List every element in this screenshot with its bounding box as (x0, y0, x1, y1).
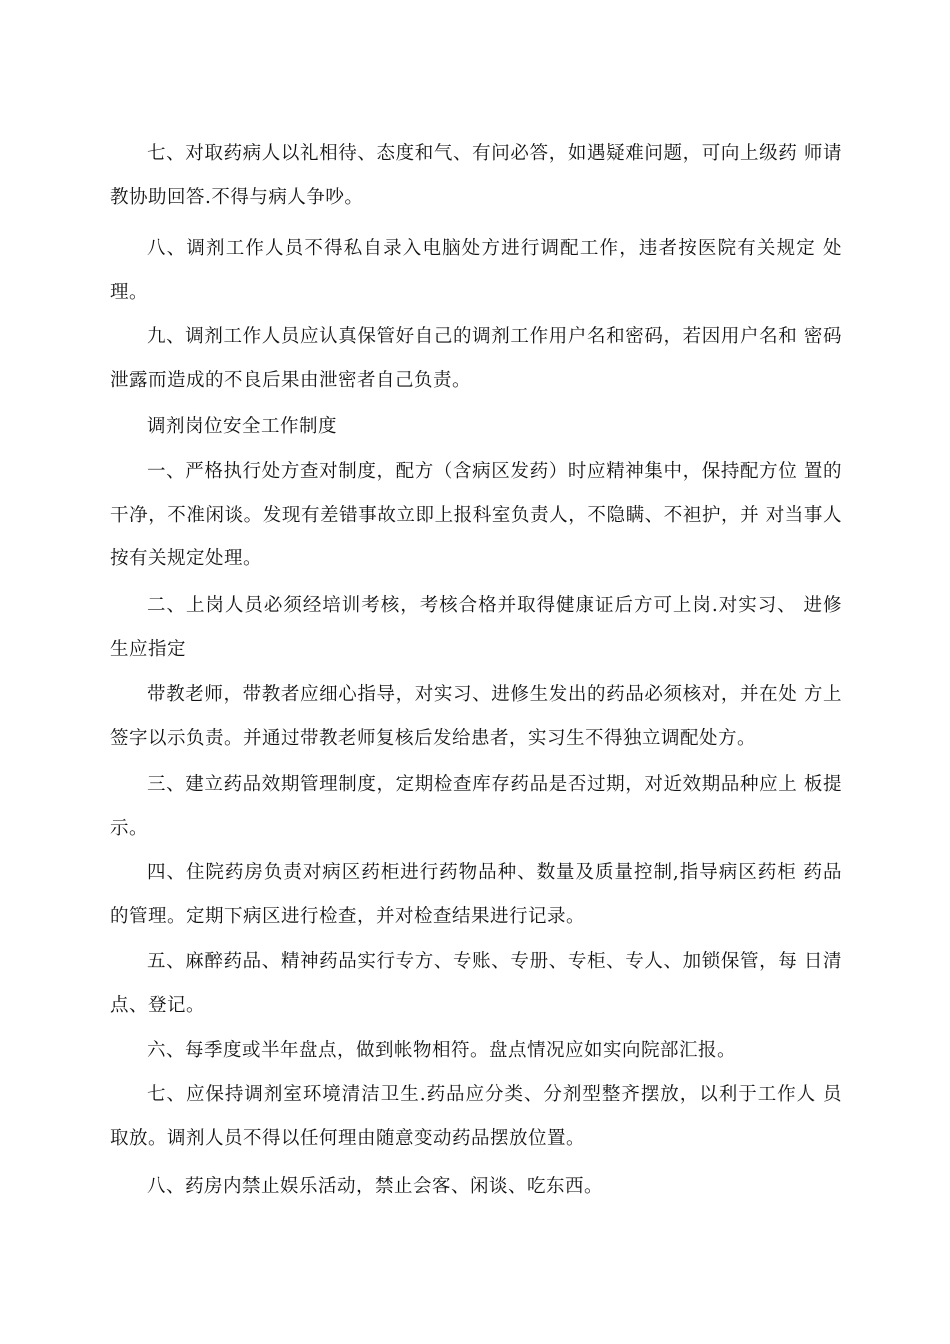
paragraph-eight-a: 八、调剂工作人员不得私自录入电脑处方进行调配工作，违者按医院有关规定 处理。 (110, 238, 842, 303)
paragraph-five: 五、麻醉药品、精神药品实行专方、专账、专册、专柜、专人、加锁保管，每 日清点、登记。 (110, 951, 842, 1016)
paragraph-nine: 九、调剂工作人员应认真保管好自己的调剂工作用户名和密码，若因用户名和 密码泄露而造成的不良后果由泄密者自己负责。 (110, 326, 842, 391)
paragraph-seven-a: 七、对取药病人以礼相待、态度和气、有问必答，如遇疑难问题，可向上级药 师请教协助回答.不得与病人争吵。 (110, 143, 842, 208)
paragraph-three: 三、建立药品效期管理制度，定期检查库存药品是否过期，对近效期品种应上 板提示。 (110, 774, 842, 839)
paragraph-six: 六、每季度或半年盘点，做到帐物相符。盘点情况应如实向院部汇报。 (147, 1040, 737, 1061)
paragraph-four: 四、住院药房负责对病区药柜进行药物品种、数量及质量控制,指导病区药柜 药品的管理。定期下病区进行检查，并对检查结果进行记录。 (110, 862, 842, 927)
section-heading: 调剂岗位安全工作制度 (147, 416, 338, 437)
paragraph-two: 二、上岗人员必须经培训考核，考核合格并取得健康证后方可上岗.对实习、 进修生应指定 (110, 595, 842, 660)
paragraph-one: 一、严格执行处方查对制度，配方（含病区发药）时应精神集中，保持配方位 置的干净，不准闲谈。发现有差错事故立即上报科室负责人，不隐瞒、不袒护，并 对当事人按有关规定处理。 (110, 461, 842, 569)
paragraph-seven-b: 七、应保持调剂室环境清洁卫生.药品应分类、分剂型整齐摆放，以利于工作人 员取放。调剂人员不得以任何理由随意变动药品摆放位置。 (110, 1084, 842, 1149)
paragraph-eight-b: 八、药房内禁止娱乐活动，禁止会客、闲谈、吃东西。 (147, 1176, 604, 1197)
paragraph-two-continued: 带教老师，带教者应细心指导，对实习、进修生发出的药品必须核对，并在处 方上签字以示负责。并通过带教老师复核后发给患者，实习生不得独立调配处方。 (110, 684, 842, 749)
